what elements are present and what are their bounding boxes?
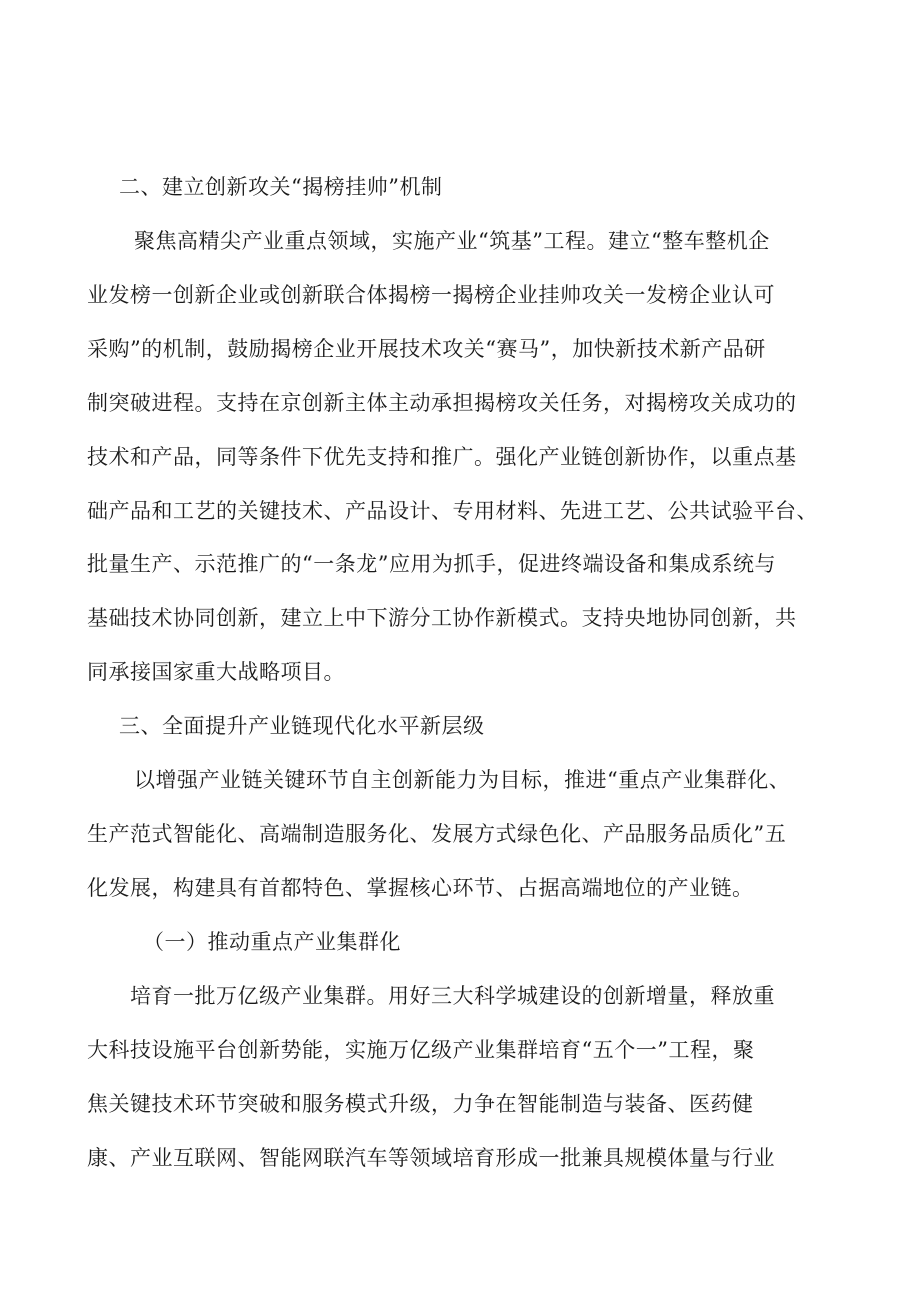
subsection-heading: （一）推动重点产业集群化 (143, 930, 401, 954)
paragraph-line: 培育一批万亿级产业集群。用好三大科学城建设的创新增量，释放重 (130, 984, 775, 1008)
paragraph-line: 同承接国家重大战略项目。 (87, 660, 345, 684)
paragraph-line: 业发榜一创新企业或创新联合体揭榜一揭榜企业挂帅攻关一发榜企业认可 (87, 283, 775, 307)
paragraph-line: 批量生产、示范推广的“一条龙”应用为抓手，促进终端设备和集成系统与 (87, 552, 776, 576)
paragraph-line: 康、产业互联网、智能网联汽车等领域培育形成一批兼具规模体量与行业 (87, 1146, 775, 1170)
paragraph-line: 基础技术协同创新，建立上中下游分工协作新模式。支持央地协同创新，共 (87, 606, 797, 630)
section-heading: 三、全面提升产业链现代化水平新层级 (119, 714, 485, 738)
paragraph-line: 技术和产品，同等条件下优先支持和推广。强化产业链创新协作，以重点基 (87, 445, 797, 469)
section-heading: 二、建立创新攻关“揭榜挂帅”机制 (119, 175, 443, 199)
paragraph-line: 采购”的机制，鼓励揭榜企业开展技术攻关“赛马”，加快新技术新产品研 (87, 337, 766, 361)
paragraph-line: 础产品和工艺的关键技术、产品设计、专用材料、先进工艺、公共试验平台、 (87, 499, 818, 523)
paragraph-line: 生产范式智能化、高端制造服务化、发展方式绿色化、产品服务品质化”五 (87, 822, 787, 846)
paragraph-line: 以增强产业链关键环节自主创新能力为目标，推进“重点产业集群化、 (134, 768, 791, 792)
paragraph-line: 大科技设施平台创新势能，实施万亿级产业集群培育“五个一”工程，聚 (87, 1038, 755, 1062)
paragraph-line: 焦关键技术环节突破和服务模式升级，力争在智能制造与装备、医药健 (87, 1092, 754, 1116)
paragraph-line: 聚焦高精尖产业重点领域，实施产业“筑基”工程。建立“整车整机企 (134, 229, 770, 253)
paragraph-line: 化发展，构建具有首都特色、掌握核心环节、占据高端地位的产业链。 (87, 876, 754, 900)
paragraph-line: 制突破进程。支持在京创新主体主动承担揭榜攻关任务，对揭榜攻关成功的 (87, 391, 797, 415)
